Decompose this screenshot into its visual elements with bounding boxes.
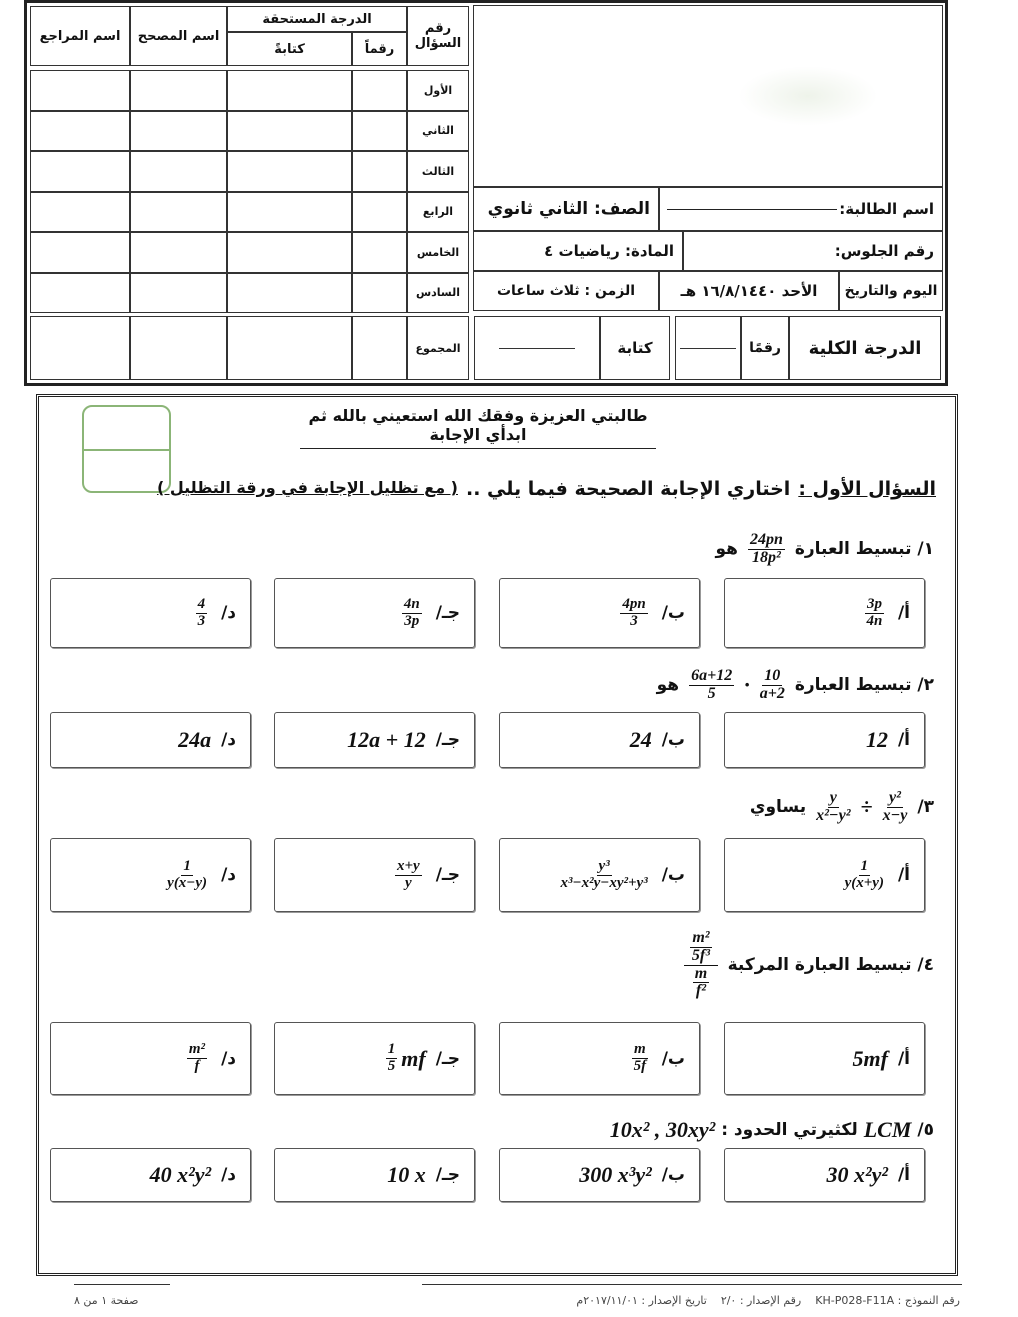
total-numeric-label: رقمًا [741,316,789,380]
numerator: 1 [860,857,869,874]
section-heading [157,478,936,500]
stem-text: يساوي [749,797,807,818]
option-letter: أ/ [897,1048,910,1069]
reviewer-cell[interactable] [30,232,130,273]
option-value: 30 x²y² [826,1162,888,1187]
school-logo [738,66,878,126]
total-numeric-input[interactable] [675,316,741,380]
option-value: 40 x²y² [149,1162,212,1187]
stem-text: لكثيرتي الحدود : [721,1120,858,1140]
option-letter: ب/ [661,1165,685,1185]
option-fraction [845,859,884,892]
written-cell[interactable] [227,192,352,233]
option-value: 300 x³y² [579,1162,652,1187]
operator: · [744,672,750,698]
option-letter: جـ/ [435,730,460,750]
option-fraction [196,597,208,630]
stem-fraction [883,790,908,825]
option-value: 12a + 12 [347,727,426,752]
option-fraction [561,859,648,892]
stem-fraction [816,790,850,825]
option-2-3[interactable] [274,712,475,768]
row-label: الثالث [407,151,469,192]
option-value [183,1042,211,1075]
logo-area [473,5,943,187]
numeric-cell[interactable] [352,70,407,111]
denominator: 5f³ [691,946,711,964]
stem-fraction [748,532,785,567]
numerator: y³ [598,857,610,874]
denominator: x³−x²y−xy²+y³ [560,874,648,891]
option-5-3[interactable] [274,1148,475,1202]
option-letter: ب/ [661,1048,685,1069]
option-value [192,597,212,630]
option-value: 24 [629,727,652,752]
numerator: y² [889,789,901,806]
row-label: الثاني [407,111,469,152]
option-fraction [620,597,647,630]
stem-fraction [760,668,785,703]
written-cell[interactable] [227,273,352,314]
option-letter: أ/ [897,1165,910,1185]
student-name-label: اسم الطالبة: [839,200,934,218]
option-2-4[interactable] [50,712,251,768]
written-cell[interactable] [227,232,352,273]
complex-fraction [684,930,717,1000]
header-corrector: اسم المصحح [130,6,227,66]
numerator: m² [188,1041,206,1058]
footer-rule-right [422,1284,962,1285]
numeric-cell[interactable] [352,232,407,273]
denominator: 18p² [751,548,781,566]
stem-text: ٥/ [917,1120,934,1140]
option-letter: ب/ [661,865,685,885]
corrector-cell[interactable] [130,70,227,111]
student-name-field[interactable] [659,187,943,231]
denominator: 5f [633,1058,647,1074]
option-fraction [187,1042,207,1075]
numerator: 4n [403,595,420,612]
denominator: y(x+y) [844,874,884,891]
option-value [382,1042,426,1075]
option-letter: د/ [221,865,236,885]
numerator: m [694,964,708,982]
option-1-2[interactable] [499,578,700,648]
row-label: الأول [407,70,469,111]
question-stem-1 [715,532,934,567]
numerator: y [829,789,837,806]
option-value [841,859,888,892]
question-stem-3 [750,790,934,825]
exam-time: الزمن : ثلاث ساعات [473,271,659,311]
complex-denominator [689,966,713,1001]
denominator: f [194,1058,200,1074]
written-cell[interactable] [227,151,352,192]
option-value: 12 [865,727,888,752]
operator: ÷ [860,794,873,820]
option-letter: د/ [221,603,236,623]
reviewer-cell[interactable] [30,111,130,152]
footer-rule-left [74,1284,170,1285]
option-letter: جـ/ [435,865,460,885]
option-4-4[interactable] [50,1022,251,1095]
option-letter: أ/ [897,730,910,750]
option-1-4[interactable] [50,578,251,648]
option-letter: ب/ [661,603,685,623]
complex-numerator [684,930,717,966]
option-3-3[interactable] [274,838,475,912]
numerator: x+y [397,857,420,874]
option-letter: أ/ [897,603,910,623]
option-3-1[interactable] [724,838,925,912]
numerator: 10 [764,667,781,684]
option-4-3[interactable] [274,1022,475,1095]
score-box-divider [84,449,169,451]
option-5-2[interactable] [499,1148,700,1202]
option-3-4[interactable] [50,838,251,912]
option-value [616,597,651,630]
denominator: 3p [404,612,420,629]
day-date-label: اليوم والتاريخ [839,271,943,311]
footer-form-info: رقم النموذج : KH-P028-F11A رقم الإصدار : ٢/٠ تاريخ الإصدار : ٢٠١٧/١١/٠١م [576,1294,960,1307]
corrector-cell[interactable] [130,232,227,273]
total-grade-label: الدرجة الكلية [789,316,941,380]
seat-number-field[interactable]: رقم الجلوس: [683,231,943,271]
option-letter: د/ [221,730,236,750]
numerator: 3p [866,595,882,612]
denominator: 5 [387,1058,396,1074]
option-2-1[interactable] [724,712,925,768]
denominator: 5 [707,684,716,702]
numerator: m² [692,929,710,946]
option-letter: جـ/ [435,1165,460,1185]
stem-fraction [689,668,734,703]
question-stem-5 [610,1117,934,1143]
option-fraction [167,859,207,892]
numerator: 4 [197,595,206,612]
header-reviewer: اسم المراجع [30,6,130,66]
denominator: x−y [882,806,908,824]
option-letter: جـ/ [435,603,460,623]
stem-math: LCM [863,1117,912,1142]
option-letter: د/ [221,1048,236,1069]
denominator: f² [695,982,707,1000]
option-5-4[interactable] [50,1148,251,1202]
denominator: y(x−y) [167,874,208,891]
denominator: 4n [866,612,883,629]
option-fraction [395,859,422,892]
written-cell[interactable] [227,70,352,111]
option-letter: أ/ [897,865,910,885]
numeric-cell[interactable] [352,111,407,152]
option-1-1[interactable] [724,578,925,648]
written-cell[interactable] [227,111,352,152]
footer-page: صفحة ١ من ٨ [74,1294,139,1307]
stem-text: هو [715,539,738,560]
grade-level: الصف: الثاني ثانوي [473,187,659,231]
stem-text: هو [656,675,680,696]
option-5-1[interactable] [724,1148,925,1202]
section-title: السؤال الأول : [798,478,936,500]
stem-text: ٢/ تبسيط العبارة [794,675,934,696]
numerator: m [634,1041,646,1058]
numerator: 6a+12 [691,667,733,684]
row-label: الرابع [407,192,469,233]
stem-text: ٣/ [917,797,934,818]
option-value [391,859,426,892]
numerator: 24pn [749,531,783,548]
stem-math: 10x² , 30xy² [609,1117,716,1142]
total-written-cell[interactable] [227,316,352,380]
option-value [398,597,426,630]
section-note: ( مع تظليل الإجابة في ورقة التظليل ) [156,478,458,497]
option-1-3[interactable] [274,578,475,648]
option-letter: د/ [221,1165,236,1185]
option-value [628,1042,652,1075]
numerator: 4pn [622,595,646,612]
denominator: 3 [630,612,638,629]
header-deserved-grade: الدرجة المستحقة [227,6,407,32]
total-corrector-cell[interactable] [130,316,227,380]
exam-body-frame [36,394,958,1276]
denominator: a+2 [759,684,785,702]
intro-text: طالبتي العزيزة وفقك الله استعيني بالله ثم ابدأي الإجابة [300,406,656,449]
numerator: 1 [387,1041,396,1058]
total-numeric-cell[interactable] [352,316,407,380]
reviewer-cell[interactable] [30,70,130,111]
option-value [163,859,211,892]
option-value: 10 x [387,1162,426,1187]
total-reviewer-cell[interactable] [30,316,130,380]
numeric-cell[interactable] [352,273,407,314]
option-fraction [386,1042,398,1075]
reviewer-cell[interactable] [30,192,130,233]
numeric-cell[interactable] [352,151,407,192]
option-fraction [632,1042,648,1075]
question-stem-4 [680,930,934,1000]
option-4-2[interactable] [499,1022,700,1095]
day-date-value: الأحد ١٦/٨/١٤٤٠ هـ [659,271,839,311]
option-value [861,597,888,630]
section-instruction: اختاري الإجابة الصحيحة فيما يلي .. [465,478,791,500]
option-fraction [865,597,884,630]
option-letter: ب/ [661,730,685,750]
stem-text: ١/ تبسيط العبارة [794,539,934,560]
subject: المادة: رياضيات ٤ [473,231,683,271]
denominator: 3 [197,612,206,629]
numerator: 1 [183,857,191,874]
reviewer-cell[interactable] [30,273,130,314]
option-4-1[interactable] [724,1022,925,1095]
total-written-input[interactable] [474,316,600,380]
header-numeric: رقماً [352,32,407,66]
option-fraction [402,597,422,630]
option-value: 5mf [852,1045,888,1071]
corrector-cell[interactable] [130,111,227,152]
reviewer-cell[interactable] [30,151,130,192]
corrector-cell[interactable] [130,273,227,314]
total-written-label: كتابة [600,316,670,380]
row-label: السادس [407,273,469,314]
corrector-cell[interactable] [130,151,227,192]
option-2-2[interactable] [499,712,700,768]
question-stem-2 [657,668,934,703]
denominator: y [405,874,412,891]
option-value: 24a [178,727,212,752]
row-label: الخامس [407,232,469,273]
inner-fraction [690,930,711,965]
option-3-2[interactable] [499,838,700,912]
denominator: x²−y² [816,806,851,824]
header-question-number: رقم السؤال [407,6,469,66]
option-letter: جـ/ [435,1048,460,1069]
option-suffix: mf [401,1045,426,1071]
inner-fraction [693,966,709,1001]
option-value [557,859,652,892]
header-written: كتابةً [227,32,352,66]
numeric-cell[interactable] [352,192,407,233]
row-label-total: المجموع [407,316,469,380]
stem-text: ٤/ تبسيط العبارة المركبة [727,955,934,976]
corrector-cell[interactable] [130,192,227,233]
